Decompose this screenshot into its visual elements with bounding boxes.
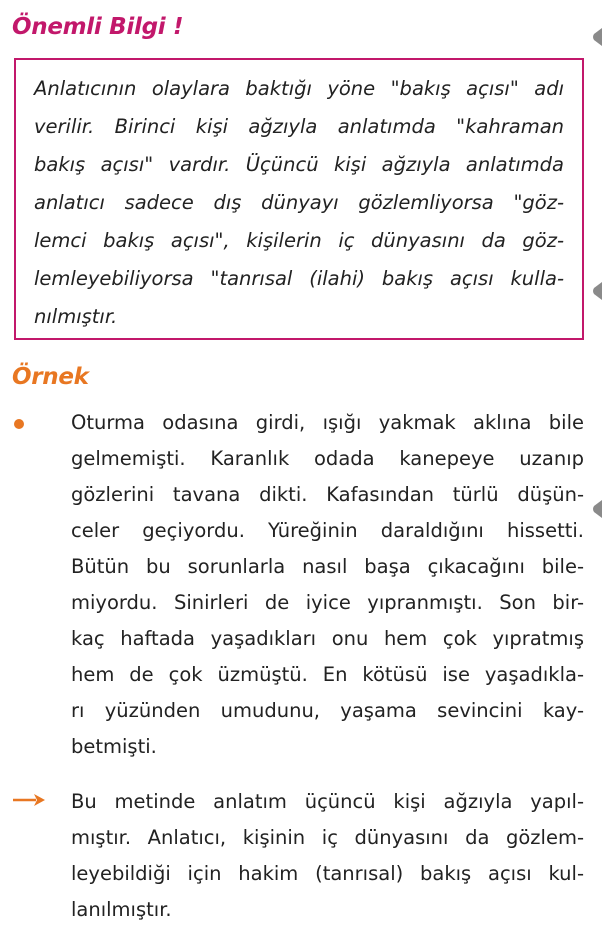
info-line: Anlatıcının olaylara baktığı yöne "bakış açısı" adı xyxy=(34,77,564,100)
explanation-line: lanılmıştır. xyxy=(71,898,172,921)
paragraph-line: gelmemişti. Karanlık odada kanepeye uzanıp xyxy=(71,447,584,470)
paragraph-line: rı yüzünden umudunu, yaşama sevincini kay- xyxy=(71,699,584,722)
paragraph-line: miyordu. Sinirleri de iyice yıpranmıştı. Son bir- xyxy=(71,591,584,614)
info-line: bakış açısı" vardır. Üçüncü kişi ağzıyla anlatımda xyxy=(34,153,564,176)
example-title: Örnek xyxy=(12,364,89,390)
info-line: lemci bakış açısı", kişilerin iç dünyasını da göz- xyxy=(34,229,564,252)
info-line: lemleyebiliyorsa "tanrısal (ilahi) bakış açısı kulla- xyxy=(34,267,564,290)
explanation-line: mıştır. Anlatıcı, kişinin iç dünyasını da gözlem- xyxy=(71,826,584,849)
info-box xyxy=(14,58,584,340)
orange-arrow-icon xyxy=(12,793,46,807)
paragraph-line: kaç haftada yaşadıkları onu hem çok yıpratmış xyxy=(71,627,584,650)
info-line: verilir. Birinci kişi ağzıyla anlatımda "kahraman xyxy=(34,115,564,138)
explanation-line: Bu metinde anlatım üçüncü kişi ağzıyla yapıl- xyxy=(71,790,584,813)
info-line: anlatıcı sadece dış dünyayı gözlemliyorsa "göz- xyxy=(34,191,564,214)
explanation-line: leyebildiği için hakim (tanrısal) bakış açısı kul- xyxy=(71,862,584,885)
paragraph-line: betmişti. xyxy=(71,735,157,758)
page-tab-icon xyxy=(592,28,602,46)
page-tab-icon xyxy=(592,282,602,300)
paragraph-line: gözlerini tavana dikti. Kafasından türlü düşün- xyxy=(71,483,584,506)
paragraph-line: Oturma odasına girdi, ışığı yakmak aklına bile xyxy=(71,411,584,434)
paragraph-line: celer geçiyordu. Yüreğinin daraldığını hissetti. xyxy=(71,519,584,542)
info-title: Önemli Bilgi ! xyxy=(12,14,184,40)
orange-dot-icon xyxy=(14,419,24,429)
page-tab-icon xyxy=(592,500,602,518)
info-line: nılmıştır. xyxy=(34,305,118,328)
paragraph-line: hem de çok üzmüştü. En kötüsü ise yaşadıkla- xyxy=(71,663,584,686)
paragraph-line: Bütün bu sorunlarla nasıl başa çıkacağını bile- xyxy=(71,555,584,578)
